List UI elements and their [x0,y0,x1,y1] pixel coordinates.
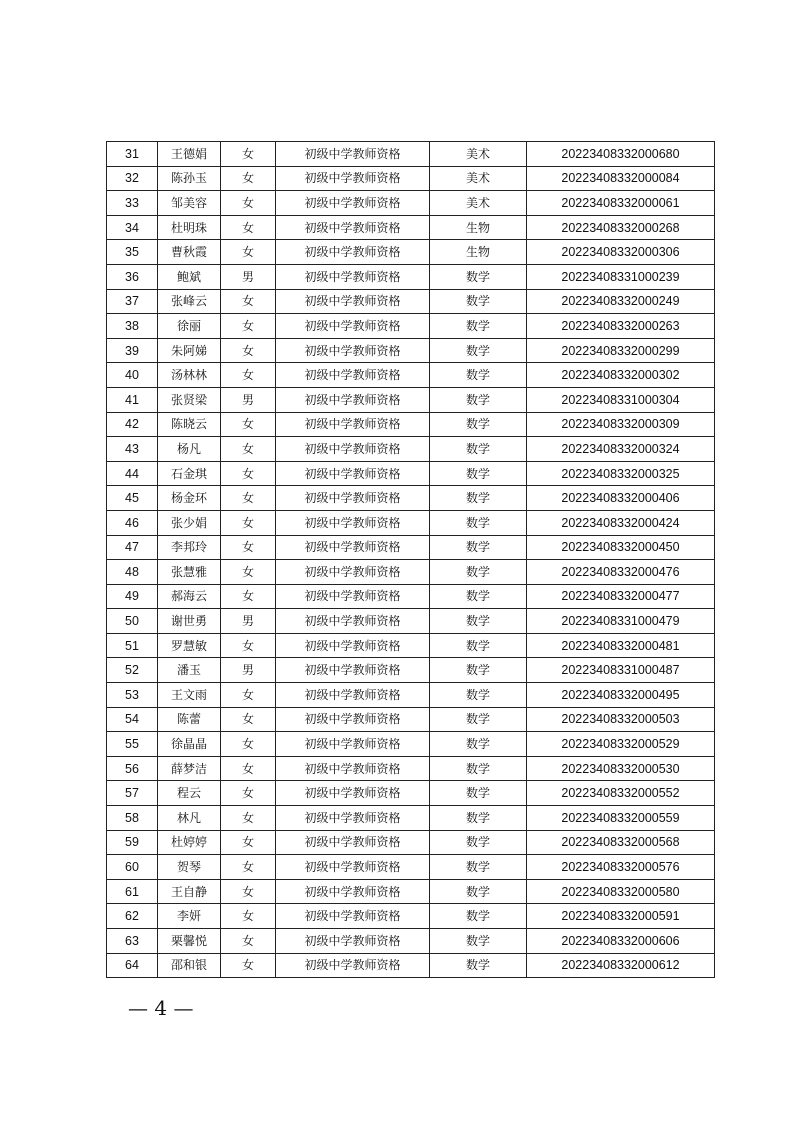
serial-number-cell: 57 [107,781,158,806]
gender-cell: 女 [221,953,276,978]
table-row [107,929,715,954]
qualification-cell: 初级中学教师资格 [276,756,430,781]
name-cell: 陈蕾 [158,707,221,732]
name-cell: 张峰云 [158,289,221,314]
certificate-id-cell: 20223408332000529 [527,732,715,757]
gender-cell: 女 [221,929,276,954]
subject-cell: 数学 [430,510,527,535]
qualification-cell: 初级中学教师资格 [276,707,430,732]
gender-cell: 女 [221,904,276,929]
subject-cell: 数学 [430,609,527,634]
qualification-cell: 初级中学教师资格 [276,314,430,339]
table-row [107,363,715,388]
table-row [107,609,715,634]
table-row [107,560,715,585]
certificate-id-cell: 20223408332000325 [527,461,715,486]
name-cell: 张贤梁 [158,387,221,412]
name-cell: 张少娟 [158,510,221,535]
table-row [107,510,715,535]
subject-cell: 数学 [430,830,527,855]
serial-number-cell: 32 [107,166,158,191]
name-cell: 杜明珠 [158,215,221,240]
name-cell: 汤林林 [158,363,221,388]
qualification-cell: 初级中学教师资格 [276,486,430,511]
gender-cell: 女 [221,584,276,609]
qualification-cell: 初级中学教师资格 [276,510,430,535]
subject-cell: 数学 [430,387,527,412]
serial-number-cell: 62 [107,904,158,929]
subject-cell: 数学 [430,584,527,609]
certificate-id-cell: 20223408332000591 [527,904,715,929]
certificate-id-cell: 20223408332000559 [527,806,715,831]
table-row [107,461,715,486]
serial-number-cell: 38 [107,314,158,339]
qualification-cell: 初级中学教师资格 [276,929,430,954]
gender-cell: 女 [221,683,276,708]
subject-cell: 数学 [430,929,527,954]
serial-number-cell: 49 [107,584,158,609]
gender-cell: 女 [221,806,276,831]
certificate-id-cell: 20223408332000580 [527,879,715,904]
name-cell: 张慧雅 [158,560,221,585]
serial-number-cell: 40 [107,363,158,388]
certificate-id-cell: 20223408332000249 [527,289,715,314]
certificate-id-cell: 20223408332000481 [527,633,715,658]
subject-cell: 数学 [430,658,527,683]
name-cell: 王文雨 [158,683,221,708]
subject-cell: 数学 [430,314,527,339]
name-cell: 曹秋霞 [158,240,221,265]
table-row [107,756,715,781]
qualification-cell: 初级中学教师资格 [276,658,430,683]
qualification-cell: 初级中学教师资格 [276,461,430,486]
subject-cell: 数学 [430,855,527,880]
gender-cell: 女 [221,486,276,511]
name-cell: 程云 [158,781,221,806]
qualification-cell: 初级中学教师资格 [276,240,430,265]
serial-number-cell: 44 [107,461,158,486]
name-cell: 郝海云 [158,584,221,609]
serial-number-cell: 63 [107,929,158,954]
table-row [107,412,715,437]
qualification-cell: 初级中学教师资格 [276,363,430,388]
table-row [107,953,715,978]
qualification-cell: 初级中学教师资格 [276,609,430,634]
table-row [107,240,715,265]
gender-cell: 女 [221,338,276,363]
certificate-id-cell: 20223408332000299 [527,338,715,363]
serial-number-cell: 54 [107,707,158,732]
table-row [107,683,715,708]
name-cell: 朱阿娣 [158,338,221,363]
qualification-cell: 初级中学教师资格 [276,166,430,191]
table-row [107,855,715,880]
certificate-id-cell: 20223408332000268 [527,215,715,240]
qualification-cell: 初级中学教师资格 [276,412,430,437]
name-cell: 邹美容 [158,191,221,216]
qualification-cell: 初级中学教师资格 [276,879,430,904]
name-cell: 陈晓云 [158,412,221,437]
certificate-id-cell: 20223408332000495 [527,683,715,708]
name-cell: 罗慧敏 [158,633,221,658]
gender-cell: 女 [221,732,276,757]
gender-cell: 女 [221,166,276,191]
gender-cell: 女 [221,879,276,904]
roster-table [106,141,715,978]
qualification-cell: 初级中学教师资格 [276,191,430,216]
table-row [107,215,715,240]
certificate-id-cell: 20223408332000680 [527,142,715,167]
name-cell: 杜婷婷 [158,830,221,855]
serial-number-cell: 42 [107,412,158,437]
serial-number-cell: 48 [107,560,158,585]
table-row [107,707,715,732]
qualification-cell: 初级中学教师资格 [276,387,430,412]
gender-cell: 女 [221,363,276,388]
serial-number-cell: 41 [107,387,158,412]
subject-cell: 生物 [430,240,527,265]
gender-cell: 女 [221,535,276,560]
table-row [107,166,715,191]
qualification-cell: 初级中学教师资格 [276,781,430,806]
gender-cell: 女 [221,560,276,585]
table-row [107,191,715,216]
serial-number-cell: 55 [107,732,158,757]
table-row [107,264,715,289]
name-cell: 徐丽 [158,314,221,339]
name-cell: 石金琪 [158,461,221,486]
serial-number-cell: 35 [107,240,158,265]
qualification-cell: 初级中学教师资格 [276,633,430,658]
qualification-cell: 初级中学教师资格 [276,535,430,560]
serial-number-cell: 47 [107,535,158,560]
subject-cell: 数学 [430,461,527,486]
table-row [107,633,715,658]
table-row [107,486,715,511]
name-cell: 栗馨悦 [158,929,221,954]
qualification-cell: 初级中学教师资格 [276,437,430,462]
table-row [107,830,715,855]
name-cell: 谢世勇 [158,609,221,634]
certificate-id-cell: 20223408332000530 [527,756,715,781]
certificate-id-cell: 20223408332000061 [527,191,715,216]
subject-cell: 数学 [430,486,527,511]
gender-cell: 男 [221,609,276,634]
qualification-cell: 初级中学教师资格 [276,806,430,831]
serial-number-cell: 34 [107,215,158,240]
qualification-cell: 初级中学教师资格 [276,264,430,289]
name-cell: 李邦玲 [158,535,221,560]
certificate-id-cell: 20223408332000568 [527,830,715,855]
certificate-id-cell: 20223408331000239 [527,264,715,289]
qualification-cell: 初级中学教师资格 [276,855,430,880]
subject-cell: 数学 [430,732,527,757]
gender-cell: 女 [221,461,276,486]
certificate-id-cell: 20223408332000503 [527,707,715,732]
certificate-id-cell: 20223408332000552 [527,781,715,806]
certificate-id-cell: 20223408332000306 [527,240,715,265]
name-cell: 王德娟 [158,142,221,167]
serial-number-cell: 45 [107,486,158,511]
table-row [107,584,715,609]
serial-number-cell: 64 [107,953,158,978]
subject-cell: 美术 [430,166,527,191]
subject-cell: 数学 [430,683,527,708]
qualification-cell: 初级中学教师资格 [276,142,430,167]
subject-cell: 数学 [430,289,527,314]
name-cell: 陈孙玉 [158,166,221,191]
subject-cell: 数学 [430,338,527,363]
name-cell: 杨凡 [158,437,221,462]
name-cell: 邵和银 [158,953,221,978]
table-row [107,437,715,462]
subject-cell: 数学 [430,879,527,904]
gender-cell: 女 [221,191,276,216]
subject-cell: 数学 [430,437,527,462]
certificate-id-cell: 20223408332000324 [527,437,715,462]
subject-cell: 数学 [430,781,527,806]
table-row [107,314,715,339]
table-row [107,904,715,929]
certificate-id-cell: 20223408332000263 [527,314,715,339]
name-cell: 潘玉 [158,658,221,683]
serial-number-cell: 59 [107,830,158,855]
qualification-cell: 初级中学教师资格 [276,560,430,585]
serial-number-cell: 37 [107,289,158,314]
qualification-cell: 初级中学教师资格 [276,904,430,929]
name-cell: 李妍 [158,904,221,929]
name-cell: 贺琴 [158,855,221,880]
certificate-id-cell: 20223408332000476 [527,560,715,585]
serial-number-cell: 58 [107,806,158,831]
gender-cell: 女 [221,240,276,265]
certificate-id-cell: 20223408332000084 [527,166,715,191]
name-cell: 薛梦洁 [158,756,221,781]
serial-number-cell: 61 [107,879,158,904]
subject-cell: 数学 [430,707,527,732]
serial-number-cell: 51 [107,633,158,658]
subject-cell: 数学 [430,412,527,437]
certificate-id-cell: 20223408332000309 [527,412,715,437]
gender-cell: 男 [221,387,276,412]
gender-cell: 女 [221,510,276,535]
table-row [107,732,715,757]
serial-number-cell: 52 [107,658,158,683]
table-row [107,338,715,363]
certificate-id-cell: 20223408331000487 [527,658,715,683]
name-cell: 徐晶晶 [158,732,221,757]
serial-number-cell: 39 [107,338,158,363]
gender-cell: 女 [221,756,276,781]
table-row [107,289,715,314]
serial-number-cell: 60 [107,855,158,880]
certificate-id-cell: 20223408331000304 [527,387,715,412]
subject-cell: 数学 [430,953,527,978]
table-row [107,535,715,560]
gender-cell: 男 [221,658,276,683]
qualification-cell: 初级中学教师资格 [276,289,430,314]
gender-cell: 女 [221,781,276,806]
gender-cell: 女 [221,142,276,167]
table-row [107,142,715,167]
certificate-id-cell: 20223408332000406 [527,486,715,511]
serial-number-cell: 50 [107,609,158,634]
table-row [107,781,715,806]
subject-cell: 数学 [430,806,527,831]
subject-cell: 数学 [430,535,527,560]
subject-cell: 生物 [430,215,527,240]
certificate-id-cell: 20223408331000479 [527,609,715,634]
name-cell: 杨金环 [158,486,221,511]
serial-number-cell: 56 [107,756,158,781]
roster-body [107,142,715,978]
name-cell: 王自静 [158,879,221,904]
qualification-cell: 初级中学教师资格 [276,584,430,609]
subject-cell: 数学 [430,756,527,781]
certificate-id-cell: 20223408332000302 [527,363,715,388]
name-cell: 林凡 [158,806,221,831]
subject-cell: 美术 [430,142,527,167]
gender-cell: 女 [221,314,276,339]
subject-cell: 数学 [430,560,527,585]
serial-number-cell: 31 [107,142,158,167]
qualification-cell: 初级中学教师资格 [276,683,430,708]
gender-cell: 女 [221,289,276,314]
certificate-id-cell: 20223408332000477 [527,584,715,609]
gender-cell: 女 [221,437,276,462]
serial-number-cell: 46 [107,510,158,535]
table-row [107,387,715,412]
certificate-id-cell: 20223408332000606 [527,929,715,954]
gender-cell: 女 [221,855,276,880]
table-row [107,879,715,904]
gender-cell: 男 [221,264,276,289]
certificate-id-cell: 20223408332000424 [527,510,715,535]
gender-cell: 女 [221,215,276,240]
gender-cell: 女 [221,633,276,658]
serial-number-cell: 53 [107,683,158,708]
gender-cell: 女 [221,830,276,855]
certificate-id-cell: 20223408332000450 [527,535,715,560]
qualification-cell: 初级中学教师资格 [276,732,430,757]
qualification-cell: 初级中学教师资格 [276,830,430,855]
gender-cell: 女 [221,412,276,437]
qualification-cell: 初级中学教师资格 [276,338,430,363]
table-row [107,658,715,683]
qualification-cell: 初级中学教师资格 [276,953,430,978]
subject-cell: 数学 [430,363,527,388]
name-cell: 鲍斌 [158,264,221,289]
subject-cell: 数学 [430,264,527,289]
table-row [107,806,715,831]
subject-cell: 美术 [430,191,527,216]
serial-number-cell: 43 [107,437,158,462]
page-number: — 4 — [128,996,194,1020]
gender-cell: 女 [221,707,276,732]
subject-cell: 数学 [430,904,527,929]
certificate-id-cell: 20223408332000612 [527,953,715,978]
subject-cell: 数学 [430,633,527,658]
certificate-id-cell: 20223408332000576 [527,855,715,880]
qualification-cell: 初级中学教师资格 [276,215,430,240]
serial-number-cell: 33 [107,191,158,216]
serial-number-cell: 36 [107,264,158,289]
